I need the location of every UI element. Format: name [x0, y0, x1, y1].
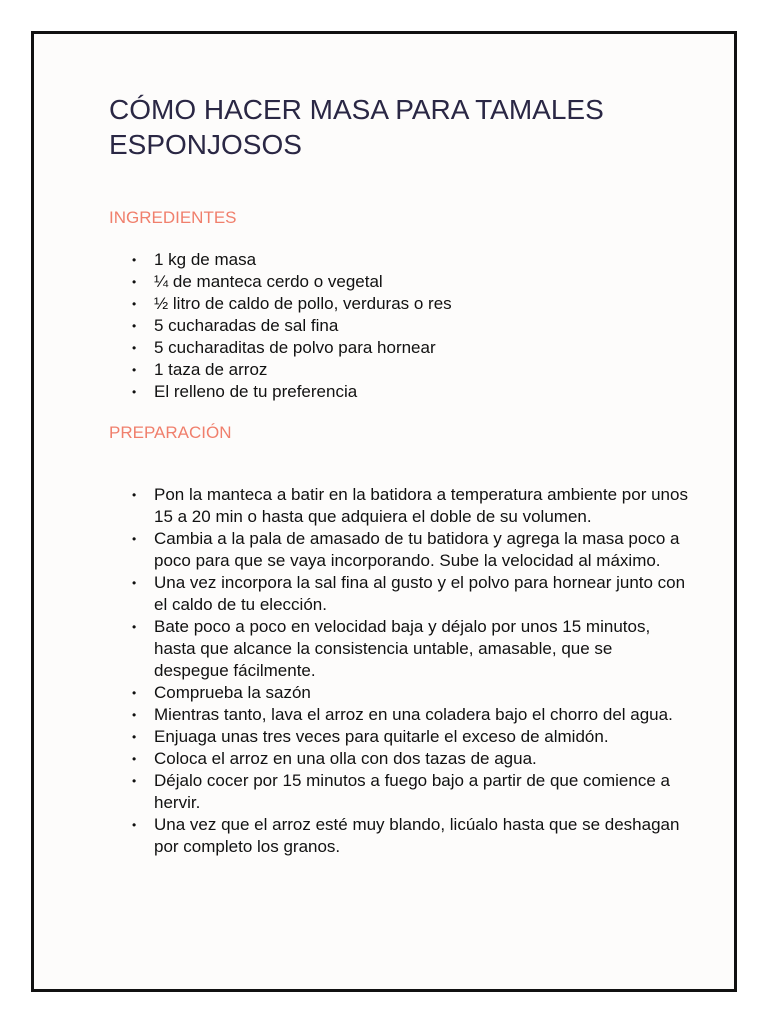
preparation-step: • Pon la manteca a batir en la batidora a temperatura ambiente por unos 15 a 20 min o hasta que adquiera el doble de su volumen.	[154, 484, 689, 528]
preparation-step: • Una vez que el arroz esté muy blando, licúalo hasta que se deshagan por completo los granos.	[154, 814, 689, 858]
preparation-step: • Una vez incorpora la sal fina al gusto y el polvo para hornear junto con el caldo de tu elección.	[154, 572, 689, 616]
ingredient-item: • 1 kg de masa	[154, 249, 689, 271]
preparation-step: • Mientras tanto, lava el arroz en una coladera bajo el chorro del agua.	[154, 704, 689, 726]
recipe-content	[109, 92, 689, 858]
document-page	[31, 31, 737, 992]
preparation-step: • Comprueba la sazón	[154, 682, 689, 704]
ingredient-item: • 5 cucharadas de sal fina	[154, 315, 689, 337]
ingredient-item: • ¼ de manteca cerdo o vegetal	[154, 271, 689, 293]
ingredients-list	[109, 249, 689, 403]
ingredients-heading: INGREDIENTES	[109, 208, 237, 227]
ingredient-item: • El relleno de tu preferencia	[154, 381, 689, 403]
ingredient-item: • 5 cucharaditas de polvo para hornear	[154, 337, 689, 359]
preparation-step: • Enjuaga unas tres veces para quitarle el exceso de almidón.	[154, 726, 689, 748]
preparation-list	[109, 484, 689, 858]
preparation-step: • Coloca el arroz en una olla con dos tazas de agua.	[154, 748, 689, 770]
ingredient-item: • ½ litro de caldo de pollo, verduras o res	[154, 293, 689, 315]
ingredient-item: • 1 taza de arroz	[154, 359, 689, 381]
preparation-step: • Bate poco a poco en velocidad baja y déjalo por unos 15 minutos, hasta que alcance la consistencia untable, amasable, que se despegue fácilmente.	[154, 616, 689, 682]
preparation-step: • Déjalo cocer por 15 minutos a fuego bajo a partir de que comience a hervir.	[154, 770, 689, 814]
recipe-title: CÓMO HACER MASA PARA TAMALES ESPONJOSOS	[109, 94, 604, 160]
preparation-step: • Cambia a la pala de amasado de tu batidora y agrega la masa poco a poco para que se vaya incorporando. Sube la velocidad al máximo.	[154, 528, 689, 572]
preparation-heading: PREPARACIÓN	[109, 423, 232, 442]
